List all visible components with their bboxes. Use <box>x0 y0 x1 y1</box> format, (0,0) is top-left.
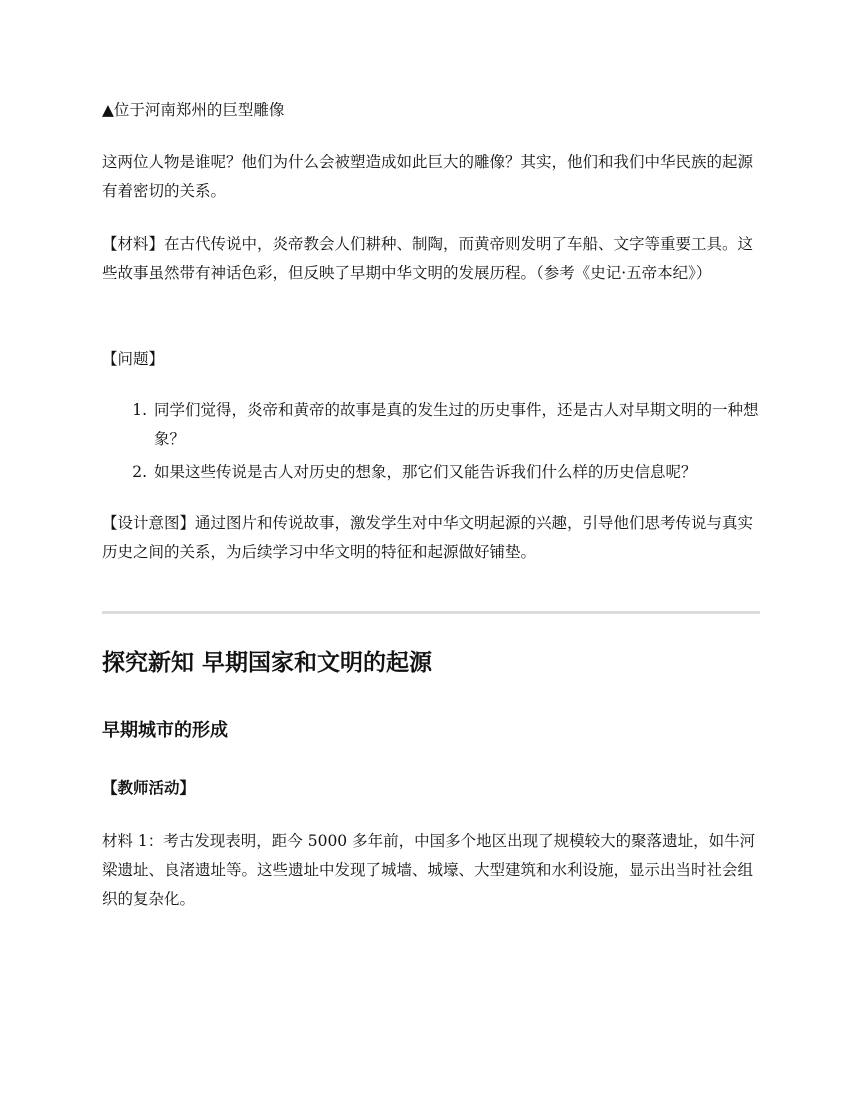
subsection-title: 早期城市的形成 <box>102 720 228 741</box>
section-title: 探究新知 早期国家和文明的起源 <box>102 650 433 676</box>
material-paragraph: 【材料】在古代传说中，炎帝教会人们耕种、制陶，而黄帝则发明了车船、文字等重要工具。这些故事虽然带有神话色彩，但反映了早期中华文明的发展历程。（参考《史记·五帝本纪》） <box>102 235 754 282</box>
image-caption: ▲位于河南郑州的巨型雕像 <box>102 101 285 119</box>
teacher-activity-label: 【教师活动】 <box>102 779 196 797</box>
design-intent-paragraph: 【设计意图】通过图片和传说故事，激发学生对中华文明起源的兴趣，引导他们思考传说与真实历史之间的关系，为后续学习中华文明的特征和起源做好铺垫。 <box>102 514 754 561</box>
questions-list <box>102 396 760 491</box>
question-item-2: 2. 如果这些传说是古人对历史的想象，那它们又能告诉我们什么样的历史信息呢？ <box>152 458 760 487</box>
material1-paragraph: 材料 1：考古发现表明，距今 5000 多年前，中国多个地区出现了规模较大的聚落遗址，如牛河梁遗址、良渚遗址等。这些遗址中发现了城墙、城壕、大型建筑和水利设施，显示出当时社会组织的复杂化。 <box>102 832 756 908</box>
section-divider <box>102 611 760 614</box>
intro-paragraph: 这两位人物是谁呢？他们为什么会被塑造成如此巨大的雕像？其实，他们和我们中华民族的起源有着密切的关系。 <box>102 153 754 200</box>
question-item-1: 1. 同学们觉得，炎帝和黄帝的故事是真的发生过的历史事件，还是古人对早期文明的一种想象？ <box>152 396 760 454</box>
questions-label: 【问题】 <box>102 350 165 368</box>
